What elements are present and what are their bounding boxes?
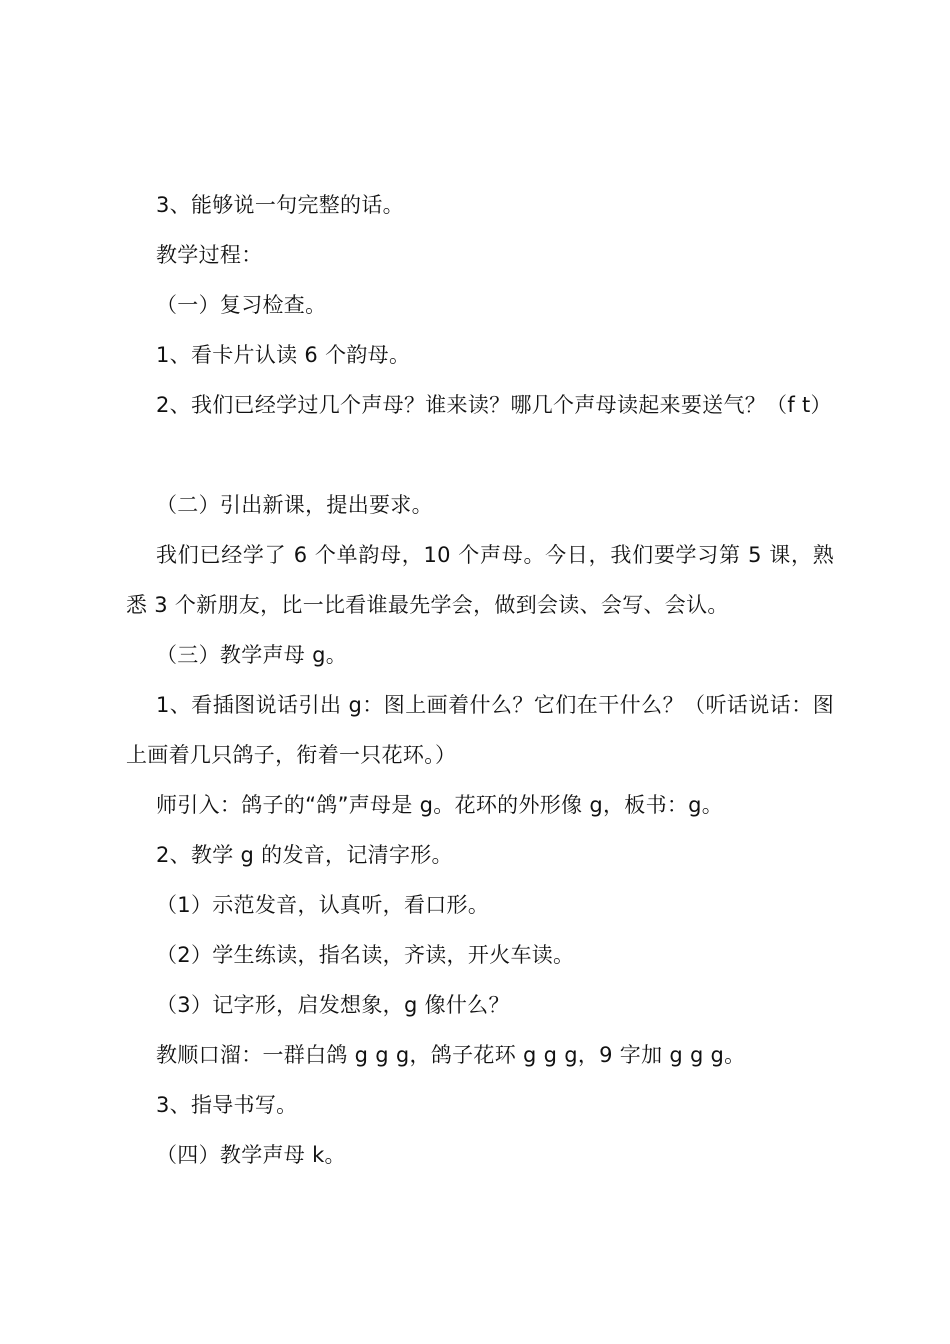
paragraph-rhyme: 教顺口溜：一群白鸽 g g g，鸽子花环 g g g，9 字加 g g g。 [156, 1043, 746, 1067]
list-item-1: （1）示范发音，认真听，看口形。 [156, 893, 490, 917]
paragraph-writing: 3、指导书写。 [156, 1093, 298, 1117]
paragraph-process-heading: 教学过程： [156, 243, 263, 267]
paragraph-intro: 我们已经学了 6 个单韵母，10 个声母。今日，我们要学习第 5 课，熟悉 3 个新朋友，比一比看谁最先学会，做到会读、会写、会认。 [126, 543, 834, 617]
list-item-2: （2）学生练读，指名读，齐读，开火车读。 [156, 943, 575, 967]
section-heading-1: （一）复习检查。 [156, 293, 327, 317]
section-heading-2: （二）引出新课，提出要求。 [156, 493, 433, 517]
paragraph-pronunciation: 2、教学 g 的发音，记清字形。 [156, 843, 453, 867]
section-heading-3: （三）教学声母 g。 [156, 643, 348, 667]
section-heading-4: （四）教学声母 k。 [156, 1143, 346, 1167]
paragraph-goal-3: 3、能够说一句完整的话。 [156, 193, 404, 217]
list-item-3: （3）记字形，启发想象，g 像什么？ [156, 993, 510, 1017]
paragraph-teacher-intro: 师引入：鸽子的“鸽”声母是 g。花环的外形像 g，板书：g。 [156, 793, 724, 817]
paragraph-picture-talk: 1、看插图说话引出 g：图上画着什么？它们在干什么？（听话说话：图上画着几只鸽子，衔着一只花环。） [126, 693, 834, 767]
paragraph-step-1: 1、看卡片认读 6 个韵母。 [156, 343, 411, 367]
paragraph-step-2: 2、我们已经学过几个声母？谁来读？哪几个声母读起来要送气？（f t） [156, 393, 832, 417]
